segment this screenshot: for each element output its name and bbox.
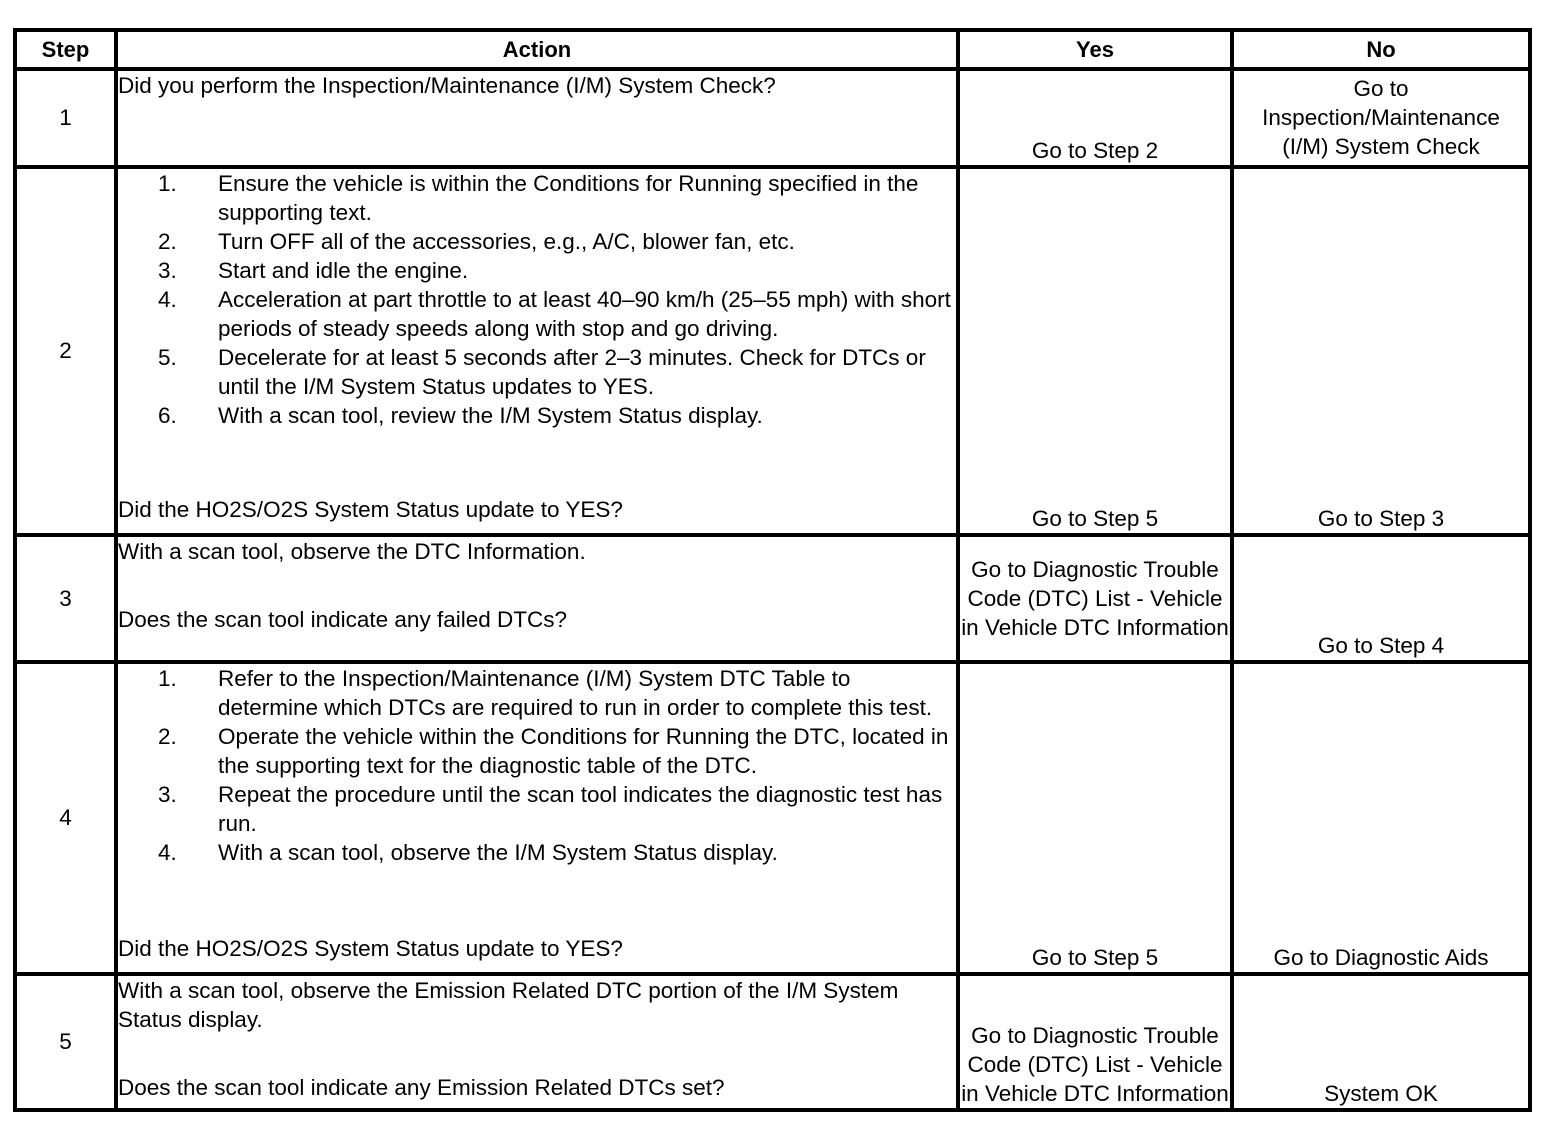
- table-row-step-3: [15, 535, 1530, 662]
- item-text: Decelerate for at least 5 seconds after 2–3 minutes. Check for DTCs or until the I/M System Status updates to YES.: [218, 345, 926, 399]
- no-link: Go to Inspection/Maintenance (I/M) System Check: [1262, 76, 1500, 159]
- yes-link: Go to Step 2: [1031, 138, 1159, 163]
- item-number: 5.: [158, 345, 177, 370]
- action-content: [118, 976, 956, 1102]
- item-number: 6.: [158, 403, 177, 428]
- procedure-item: [118, 401, 956, 430]
- no-link: Go to Step 3: [1317, 506, 1445, 531]
- item-number: 3.: [158, 782, 177, 807]
- item-number: 4.: [158, 840, 177, 865]
- table-row-step-1: [15, 69, 1530, 167]
- step-number: 2: [15, 167, 116, 535]
- action-question: Does the scan tool indicate any Emission Related DTCs set?: [118, 1075, 725, 1100]
- action-question: Does the scan tool indicate any failed DTCs?: [118, 607, 567, 632]
- no-cell: [1232, 974, 1530, 1110]
- yes-link: Go to Step 5: [1031, 945, 1159, 970]
- yes-link: Go to Diagnostic Trouble Code (DTC) List - Vehicle in Vehicle DTC Information: [961, 1023, 1229, 1106]
- item-number: 1.: [158, 171, 177, 196]
- procedure-item: [118, 285, 956, 343]
- table-row-step-2: [15, 167, 1530, 535]
- procedure-item: [118, 664, 956, 722]
- header-step: Step: [15, 30, 116, 69]
- header-no: No: [1232, 30, 1530, 69]
- procedure-item: [118, 722, 956, 780]
- action-content: [118, 169, 956, 524]
- yes-link: Go to Step 5: [1031, 506, 1159, 531]
- action-cell: [116, 535, 958, 662]
- table-row-step-5: [15, 974, 1530, 1110]
- table-row-step-4: [15, 662, 1530, 974]
- header-yes: Yes: [958, 30, 1232, 69]
- header-row: [15, 30, 1530, 69]
- item-number: 1.: [158, 666, 177, 691]
- item-text: Acceleration at part throttle to at least 40–90 km/h (25–55 mph) with short periods of steady speeds along with stop and go driving.: [218, 287, 951, 341]
- no-cell: [1232, 662, 1530, 974]
- procedure-item: [118, 343, 956, 401]
- procedure-item: [118, 838, 956, 867]
- procedure-list: [118, 664, 956, 867]
- no-cell: [1232, 167, 1530, 535]
- no-link: Go to Step 4: [1317, 633, 1445, 658]
- item-text: Refer to the Inspection/Maintenance (I/M) System DTC Table to determine which DTCs are required to run in order to complete this test.: [218, 666, 933, 720]
- item-text: With a scan tool, observe the I/M System Status display.: [218, 840, 778, 865]
- step-number: 1: [15, 69, 116, 167]
- item-text: Turn OFF all of the accessories, e.g., A/C, blower fan, etc.: [218, 229, 795, 254]
- action-content: [118, 537, 956, 634]
- action-cell: [116, 167, 958, 535]
- diagnostic-table: [13, 28, 1532, 1112]
- yes-cell: [958, 69, 1232, 167]
- yes-cell: [958, 535, 1232, 662]
- yes-cell: [958, 974, 1232, 1110]
- step-number: 4: [15, 662, 116, 974]
- procedure-item: [118, 780, 956, 838]
- action-cell: [116, 974, 958, 1110]
- procedure-item: [118, 227, 956, 256]
- action-content: [118, 664, 956, 963]
- procedure-item: [118, 256, 956, 285]
- step-number: 5: [15, 974, 116, 1110]
- step-number: 3: [15, 535, 116, 662]
- action-instruction: With a scan tool, observe the Emission Related DTC portion of the I/M System Status display.: [118, 978, 899, 1032]
- action-question: Did you perform the Inspection/Maintenance (I/M) System Check?: [118, 73, 776, 98]
- action-question: Did the HO2S/O2S System Status update to YES?: [118, 497, 623, 522]
- action-question: Did the HO2S/O2S System Status update to YES?: [118, 936, 623, 961]
- item-text: Ensure the vehicle is within the Conditions for Running specified in the supporting text.: [218, 171, 919, 225]
- action-cell: [116, 69, 958, 167]
- item-number: 2.: [158, 229, 177, 254]
- no-link: Go to Diagnostic Aids: [1273, 945, 1489, 970]
- procedure-list: [118, 169, 956, 430]
- item-text: Operate the vehicle within the Conditions for Running the DTC, located in the supporting text for the diagnostic table of the DTC.: [218, 724, 949, 778]
- yes-link: Go to Diagnostic Trouble Code (DTC) List - Vehicle in Vehicle DTC Information: [961, 557, 1229, 640]
- item-text: Start and idle the engine.: [218, 258, 469, 283]
- item-number: 3.: [158, 258, 177, 283]
- yes-cell: [958, 167, 1232, 535]
- item-number: 4.: [158, 287, 177, 312]
- no-link: System OK: [1324, 1081, 1438, 1106]
- yes-cell: [958, 662, 1232, 974]
- action-cell: [116, 662, 958, 974]
- item-text: Repeat the procedure until the scan tool indicates the diagnostic test has run.: [218, 782, 943, 836]
- action-instruction: With a scan tool, observe the DTC Information.: [118, 539, 586, 564]
- diagnostic-table-wrapper: [13, 28, 1528, 1112]
- no-cell: [1232, 535, 1530, 662]
- item-number: 2.: [158, 724, 177, 749]
- procedure-item: [118, 169, 956, 227]
- item-text: With a scan tool, review the I/M System Status display.: [218, 403, 763, 428]
- header-action: Action: [116, 30, 958, 69]
- no-cell: [1232, 69, 1530, 167]
